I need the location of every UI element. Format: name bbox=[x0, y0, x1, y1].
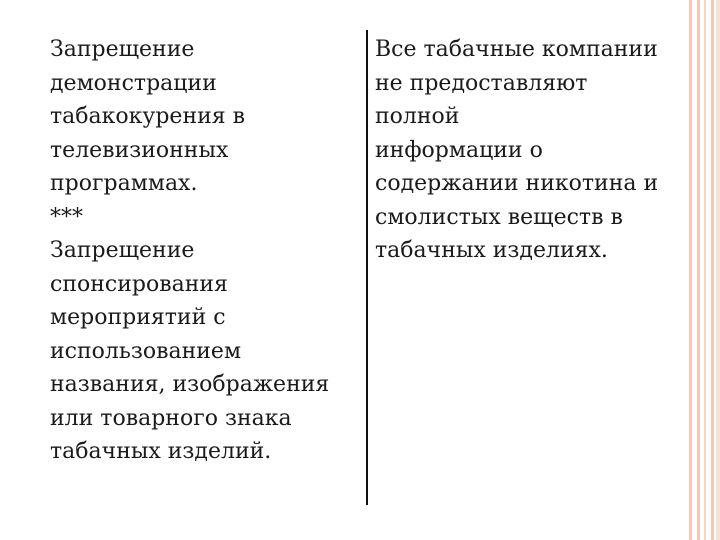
right-column-text: Все табачные компании не предоставляют полной информации о содержании никотина и смолистых веществ в табачных изделиях. bbox=[375, 37, 659, 263]
column-divider bbox=[366, 30, 368, 505]
decorative-border-stripe bbox=[697, 0, 700, 540]
decorative-border-stripe bbox=[704, 0, 706, 540]
right-column bbox=[375, 33, 675, 268]
decorative-border-stripe bbox=[689, 0, 692, 540]
left-column-text: Запрещение демонстрации табакокурения в телевизионных программах. *** Запрещение спонсирования мероприятий с использованием названия, изображения или товарного знака табачных изделий. bbox=[50, 37, 330, 464]
left-column bbox=[50, 33, 350, 469]
decorative-border-stripe bbox=[716, 0, 720, 540]
decorative-border-stripe bbox=[711, 0, 714, 540]
